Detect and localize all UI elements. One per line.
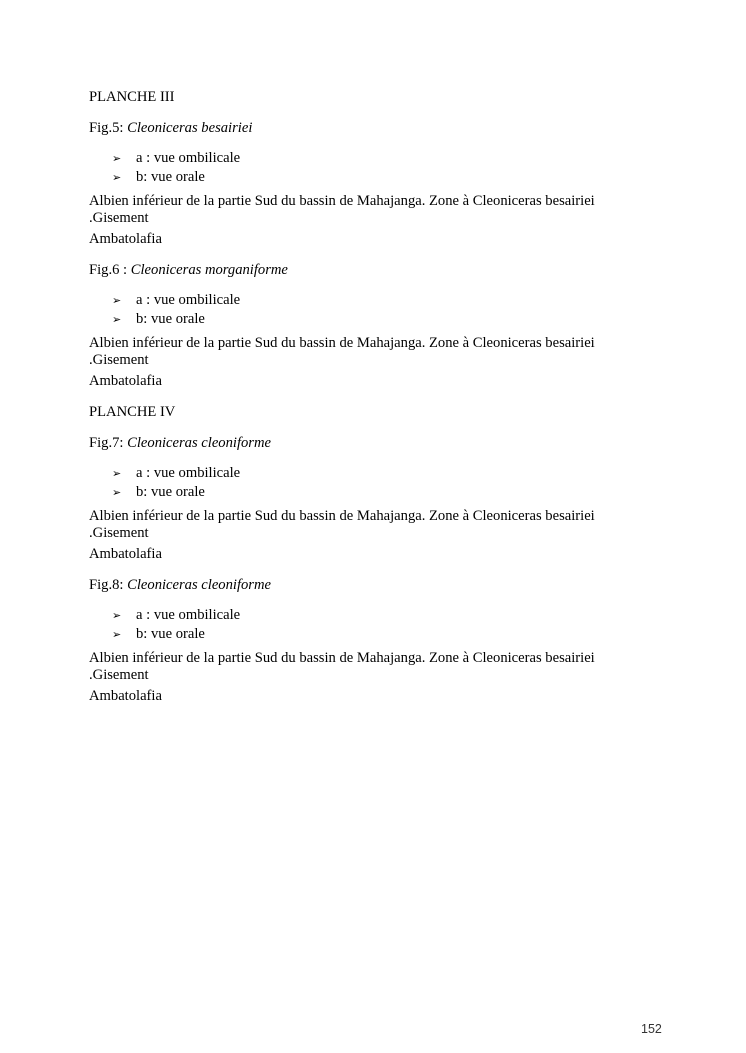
species-name: Cleoniceras cleoniforme	[127, 577, 272, 593]
figure-entry	[89, 576, 629, 705]
figure-entry	[89, 261, 629, 390]
figure-caption	[89, 119, 629, 137]
page-number: 152	[641, 1022, 662, 1036]
view-label: b: vue orale	[136, 626, 205, 642]
arrow-bullet-icon: ➢	[112, 171, 122, 184]
species-name: Cleoniceras morganiforme	[130, 262, 288, 278]
plate-title: PLANCHE III	[89, 89, 175, 105]
locality-text: Albien inférieur de la partie Sud du bassin de Mahajanga. Zone à Cleoniceras besairiei .Gisement	[89, 508, 595, 541]
arrow-bullet-icon: ➢	[112, 467, 122, 480]
view-label: b: vue orale	[136, 311, 205, 327]
view-label: a : vue ombilicale	[136, 292, 241, 308]
figure-caption	[89, 434, 629, 452]
list-item	[89, 168, 629, 187]
species-name: Cleoniceras besairiei	[127, 120, 253, 136]
list-item	[89, 625, 629, 644]
list-item	[89, 149, 629, 168]
figure-label: Fig.7:	[89, 435, 128, 451]
view-label: a : vue ombilicale	[136, 465, 241, 481]
plate-title: PLANCHE IV	[89, 404, 176, 420]
view-list	[89, 149, 629, 187]
view-label: b: vue orale	[136, 484, 205, 500]
site-name: Ambatolafia	[89, 546, 162, 562]
site-name: Ambatolafia	[89, 688, 162, 704]
arrow-bullet-icon: ➢	[112, 313, 122, 326]
figure-caption	[89, 261, 629, 279]
page-content	[89, 88, 629, 718]
locality-text: Albien inférieur de la partie Sud du bassin de Mahajanga. Zone à Cleoniceras besairiei .Gisement	[89, 335, 595, 368]
arrow-bullet-icon: ➢	[112, 152, 122, 165]
site-name: Ambatolafia	[89, 373, 162, 389]
list-item	[89, 606, 629, 625]
arrow-bullet-icon: ➢	[112, 486, 122, 499]
locality-text: Albien inférieur de la partie Sud du bassin de Mahajanga. Zone à Cleoniceras besairiei .Gisement	[89, 650, 595, 683]
view-list	[89, 606, 629, 644]
view-list	[89, 291, 629, 329]
view-label: a : vue ombilicale	[136, 150, 241, 166]
list-item	[89, 464, 629, 483]
locality-text: Albien inférieur de la partie Sud du bassin de Mahajanga. Zone à Cleoniceras besairiei .Gisement	[89, 193, 595, 226]
list-item	[89, 291, 629, 310]
figure-label: Fig.6 :	[89, 262, 131, 278]
figure-entry	[89, 119, 629, 248]
view-label: a : vue ombilicale	[136, 607, 241, 623]
arrow-bullet-icon: ➢	[112, 628, 122, 641]
figure-entry	[89, 434, 629, 563]
arrow-bullet-icon: ➢	[112, 294, 122, 307]
arrow-bullet-icon: ➢	[112, 609, 122, 622]
view-label: b: vue orale	[136, 169, 205, 185]
figure-caption	[89, 576, 629, 594]
list-item	[89, 483, 629, 502]
figure-label: Fig.8:	[89, 577, 128, 593]
site-name: Ambatolafia	[89, 231, 162, 247]
figure-label: Fig.5:	[89, 120, 128, 136]
species-name: Cleoniceras cleoniforme	[127, 435, 272, 451]
list-item	[89, 310, 629, 329]
view-list	[89, 464, 629, 502]
